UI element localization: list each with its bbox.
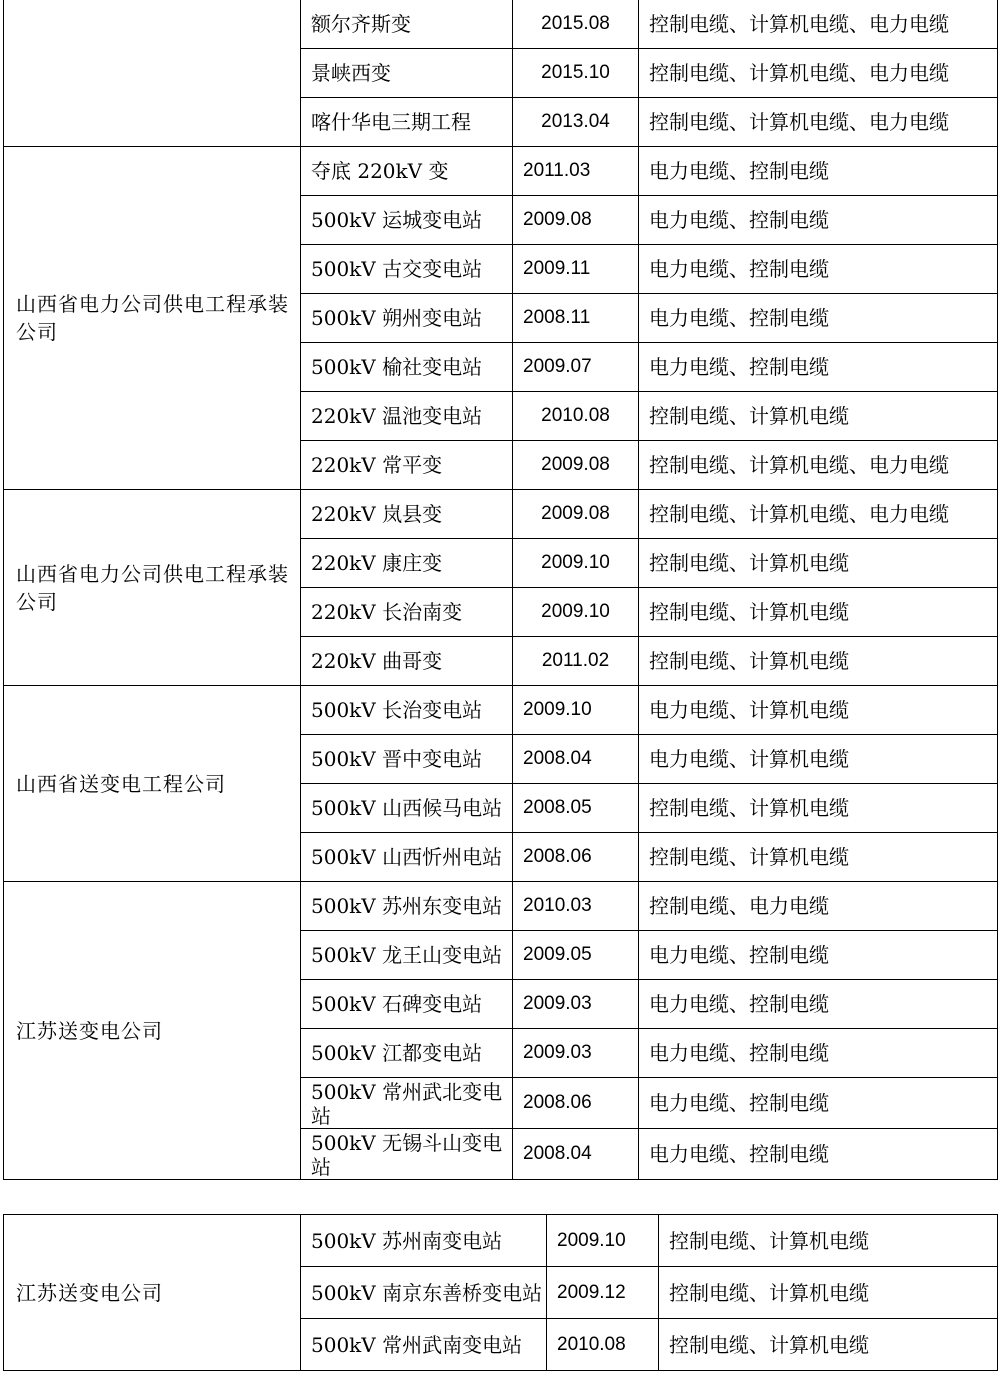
project-date: 2009.05 — [513, 931, 639, 980]
project-name: 220kV 常平变 — [301, 441, 513, 490]
project-date: 2009.10 — [547, 1215, 659, 1267]
cable-types: 控制电缆、计算机电缆、电力电缆 — [639, 98, 998, 147]
project-name: 500kV 长治变电站 — [301, 686, 513, 735]
project-name: 220kV 温池变电站 — [301, 392, 513, 441]
project-date: 2009.10 — [513, 539, 639, 588]
cable-types: 控制电缆、计算机电缆、电力电缆 — [639, 0, 998, 49]
cable-types: 电力电缆、控制电缆 — [639, 980, 998, 1029]
project-date: 2008.05 — [513, 784, 639, 833]
cable-types: 电力电缆、计算机电缆 — [639, 735, 998, 784]
project-date: 2009.10 — [513, 686, 639, 735]
cable-types: 电力电缆、计算机电缆 — [639, 686, 998, 735]
cable-types: 控制电缆、计算机电缆 — [639, 833, 998, 882]
cable-types: 电力电缆、控制电缆 — [639, 245, 998, 294]
company-cell: 江苏送变电公司 — [4, 882, 301, 1180]
cable-types: 电力电缆、控制电缆 — [639, 147, 998, 196]
project-date: 2015.08 — [513, 0, 639, 49]
table-row — [4, 882, 998, 931]
cable-types: 电力电缆、控制电缆 — [639, 1029, 998, 1078]
cable-types: 电力电缆、控制电缆 — [639, 931, 998, 980]
cable-types: 电力电缆、控制电缆 — [639, 343, 998, 392]
project-date: 2010.08 — [513, 392, 639, 441]
cable-types: 电力电缆、控制电缆 — [639, 1078, 998, 1129]
project-name: 500kV 榆社变电站 — [301, 343, 513, 392]
cable-types: 电力电缆、控制电缆 — [639, 1129, 998, 1180]
project-name: 500kV 常州武北变电站 — [301, 1078, 513, 1129]
cable-types: 控制电缆、电力电缆 — [639, 882, 998, 931]
project-name: 喀什华电三期工程 — [301, 98, 513, 147]
cable-types: 控制电缆、计算机电缆 — [659, 1215, 998, 1267]
project-name: 夺底 220kV 变 — [301, 147, 513, 196]
project-name: 500kV 晋中变电站 — [301, 735, 513, 784]
cable-types: 控制电缆、计算机电缆、电力电缆 — [639, 441, 998, 490]
project-name: 500kV 石碑变电站 — [301, 980, 513, 1029]
project-date: 2009.03 — [513, 1029, 639, 1078]
project-date: 2009.12 — [547, 1267, 659, 1319]
project-name: 220kV 长治南变 — [301, 588, 513, 637]
project-date: 2008.04 — [513, 735, 639, 784]
cable-types: 控制电缆、计算机电缆 — [639, 588, 998, 637]
cable-types: 电力电缆、控制电缆 — [639, 294, 998, 343]
cable-types: 控制电缆、计算机电缆 — [659, 1267, 998, 1319]
project-name: 500kV 常州武南变电站 — [301, 1319, 547, 1371]
company-cell — [4, 0, 301, 147]
project-date: 2015.10 — [513, 49, 639, 98]
project-table — [3, 0, 998, 1180]
table-row — [4, 686, 998, 735]
cable-types: 控制电缆、计算机电缆 — [659, 1319, 998, 1371]
project-date: 2011.02 — [513, 637, 639, 686]
project-name: 500kV 运城变电站 — [301, 196, 513, 245]
project-date: 2009.08 — [513, 441, 639, 490]
table-row — [4, 1215, 998, 1267]
project-table-continued — [3, 1214, 998, 1371]
project-date: 2008.06 — [513, 1078, 639, 1129]
project-name: 500kV 无锡斗山变电站 — [301, 1129, 513, 1180]
project-date: 2011.03 — [513, 147, 639, 196]
project-name: 500kV 朔州变电站 — [301, 294, 513, 343]
project-name: 500kV 山西候马电站 — [301, 784, 513, 833]
project-date: 2009.11 — [513, 245, 639, 294]
project-name: 220kV 康庄变 — [301, 539, 513, 588]
company-cell: 山西省电力公司供电工程承装公司 — [4, 490, 301, 686]
project-date: 2009.03 — [513, 980, 639, 1029]
cable-types: 控制电缆、计算机电缆 — [639, 637, 998, 686]
project-date: 2008.04 — [513, 1129, 639, 1180]
cable-types: 控制电缆、计算机电缆 — [639, 539, 998, 588]
project-name: 500kV 古交变电站 — [301, 245, 513, 294]
project-name: 500kV 龙王山变电站 — [301, 931, 513, 980]
table-row — [4, 0, 998, 49]
project-date: 2008.11 — [513, 294, 639, 343]
project-date: 2013.04 — [513, 98, 639, 147]
project-name: 220kV 曲哥变 — [301, 637, 513, 686]
project-name: 额尔齐斯变 — [301, 0, 513, 49]
project-date: 2009.08 — [513, 196, 639, 245]
cable-types: 控制电缆、计算机电缆 — [639, 392, 998, 441]
cable-types: 控制电缆、计算机电缆、电力电缆 — [639, 490, 998, 539]
project-name: 500kV 苏州东变电站 — [301, 882, 513, 931]
project-date: 2008.06 — [513, 833, 639, 882]
table-row — [4, 490, 998, 539]
cable-types: 电力电缆、控制电缆 — [639, 196, 998, 245]
company-cell: 江苏送变电公司 — [4, 1215, 301, 1371]
project-name: 500kV 苏州南变电站 — [301, 1215, 547, 1267]
table-row — [4, 147, 998, 196]
project-name: 500kV 南京东善桥变电站 — [301, 1267, 547, 1319]
project-date: 2009.10 — [513, 588, 639, 637]
project-name: 500kV 山西忻州电站 — [301, 833, 513, 882]
project-name: 500kV 江都变电站 — [301, 1029, 513, 1078]
cable-types: 控制电缆、计算机电缆、电力电缆 — [639, 49, 998, 98]
company-cell: 山西省电力公司供电工程承装公司 — [4, 147, 301, 490]
project-date: 2010.08 — [547, 1319, 659, 1371]
project-date: 2009.07 — [513, 343, 639, 392]
project-name: 220kV 岚县变 — [301, 490, 513, 539]
cable-types: 控制电缆、计算机电缆 — [639, 784, 998, 833]
company-cell: 山西省送变电工程公司 — [4, 686, 301, 882]
project-name: 景峡西变 — [301, 49, 513, 98]
project-date: 2009.08 — [513, 490, 639, 539]
project-date: 2010.03 — [513, 882, 639, 931]
